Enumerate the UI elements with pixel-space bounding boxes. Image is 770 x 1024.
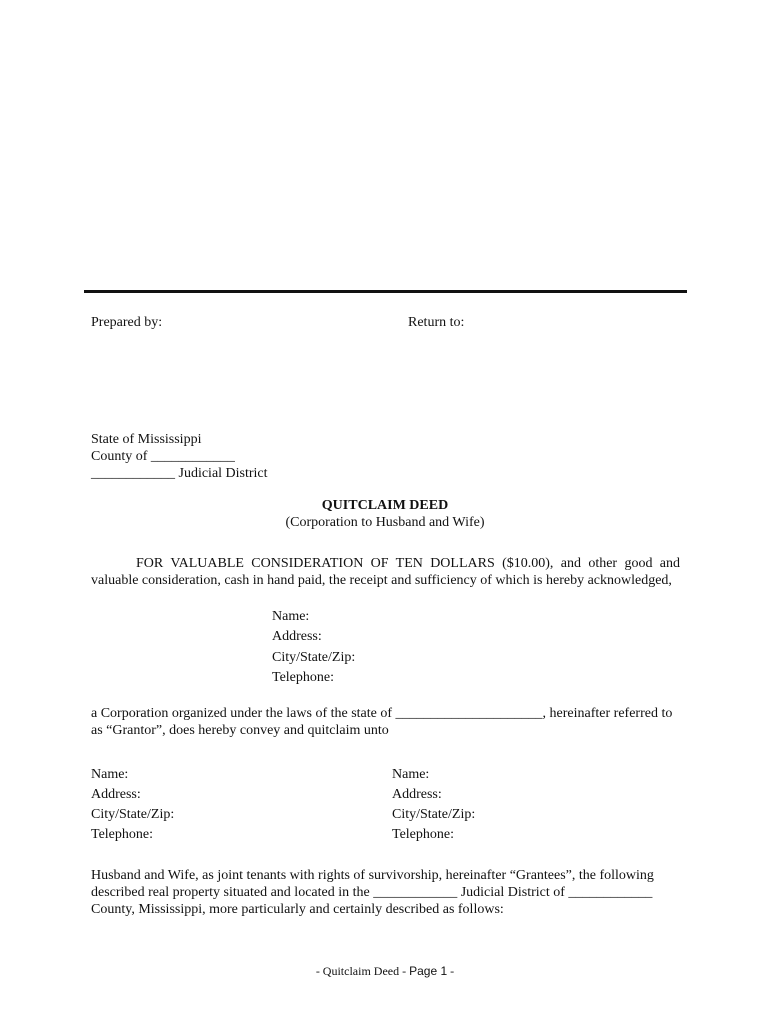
- document-title: QUITCLAIM DEED: [321, 498, 449, 513]
- corporation-line-1: [91, 706, 672, 722]
- header-rule: [84, 290, 687, 293]
- corporation-line-1-left: a Corporation organized under the laws of the state of _____________________: [91, 706, 543, 721]
- grantee-2-address-label: Address:: [392, 787, 442, 802]
- consideration-line-1: FOR VALUABLE CONSIDERATION OF TEN DOLLARS ($10.00), and other good and: [136, 556, 680, 571]
- grantor-address-label: Address:: [272, 629, 322, 644]
- grantee-1-address-label: Address:: [91, 787, 141, 802]
- prepared-by-label: Prepared by:: [91, 315, 163, 330]
- grantee-2-name-label: Name:: [392, 767, 430, 782]
- grantees-line-3: County, Mississippi, more particularly and certainly described as follows:: [91, 902, 504, 917]
- page-footer: [0, 963, 770, 980]
- state-line: State of Mississippi: [91, 432, 202, 447]
- document-subtitle: (Corporation to Husband and Wife): [285, 515, 485, 530]
- grantee-1-name-label: Name:: [91, 767, 129, 782]
- return-to-label: Return to:: [408, 315, 465, 330]
- district-line: ____________ Judicial District: [91, 466, 268, 481]
- grantor-name-label: Name:: [272, 609, 310, 624]
- grantee-1-telephone-label: Telephone:: [91, 827, 153, 842]
- grantee-1-city-state-zip-label: City/State/Zip:: [91, 807, 175, 822]
- grantees-line-1: Husband and Wife, as joint tenants with rights of survivorship, hereinafter “Grantees”, the following: [91, 868, 654, 883]
- grantees-line-2: described real property situated and located in the ____________ Judicial District of ____________: [91, 885, 653, 900]
- grantor-city-state-zip-label: City/State/Zip:: [272, 650, 356, 665]
- county-line: County of ____________: [91, 449, 235, 464]
- footer-suffix: -: [447, 964, 455, 978]
- corporation-line-1-right: , hereinafter referred to: [542, 706, 673, 721]
- corporation-line-2: as “Grantor”, does hereby convey and quitclaim unto: [91, 723, 389, 738]
- footer-page-number: Page 1: [409, 964, 448, 978]
- grantee-2-telephone-label: Telephone:: [392, 827, 454, 842]
- grantee-2-city-state-zip-label: City/State/Zip:: [392, 807, 476, 822]
- footer-doc-name: - Quitclaim Deed -: [315, 964, 410, 978]
- grantor-telephone-label: Telephone:: [272, 670, 334, 685]
- consideration-line-2: valuable consideration, cash in hand paid, the receipt and sufficiency of which is hereby acknowledged,: [91, 573, 672, 588]
